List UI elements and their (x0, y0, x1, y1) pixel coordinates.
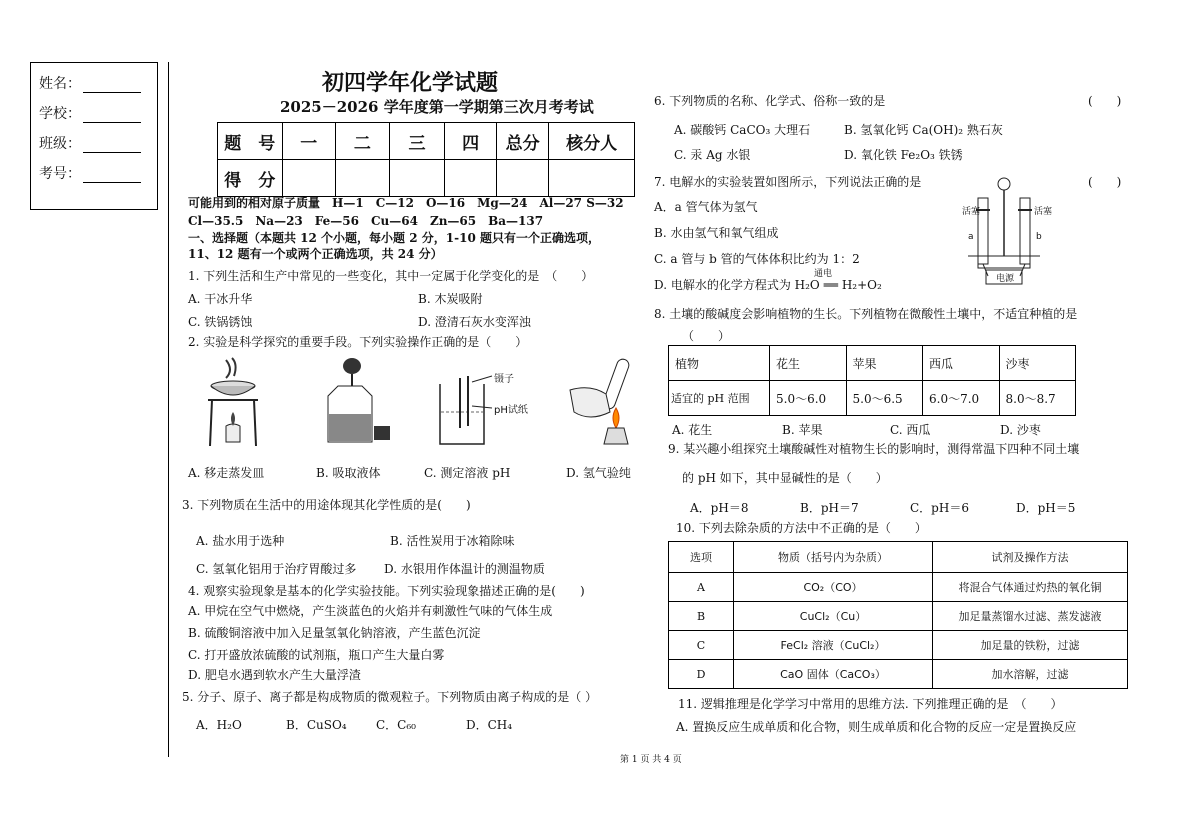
ph-cell: 5.0～6.0 (770, 381, 847, 416)
score-header-cell: 一 (282, 123, 336, 160)
binding-line (168, 62, 169, 757)
class-field[interactable] (39, 133, 141, 153)
impurity-table-row (669, 602, 1128, 631)
q6-answer-paren[interactable]: ( ) (1088, 94, 1122, 108)
q3-option-c[interactable]: C. 氢氧化铝用于治疗胃酸过多 (196, 562, 357, 576)
q1-option-a[interactable]: A. 干冰升华 (188, 292, 253, 306)
ph-cell: 6.0～7.0 (923, 381, 1000, 416)
class-blank[interactable] (83, 138, 141, 153)
impurity-table-header (669, 542, 1128, 573)
score-header-cell: 题 号 (218, 123, 283, 160)
score-row-label: 得 分 (218, 160, 283, 197)
score-cell[interactable] (336, 160, 390, 197)
q8-stem-line2[interactable]: （ ） (682, 329, 731, 343)
impurity-header-cell: 物质（括号内为杂质） (734, 542, 933, 573)
impurity-method-cell: 将混合气体通过灼热的氧化铜 (933, 573, 1128, 602)
score-cell[interactable] (445, 160, 497, 197)
impurity-method-cell: 加足量的铁粉，过滤 (933, 631, 1128, 660)
q6-stem: 6. 下列物质的名称、化学式、俗称一致的是 (654, 94, 886, 108)
q8-option-d[interactable]: D. 沙枣 (1000, 423, 1041, 437)
q4-option-a[interactable]: A. 甲烷在空气中燃烧，产生淡蓝色的火焰并有刺激性气味的气体生成 (188, 604, 553, 618)
score-cell[interactable] (282, 160, 336, 197)
q4-option-c[interactable]: C. 打开盛放浓硫酸的试剂瓶，瓶口产生大量白雾 (188, 648, 445, 662)
q5-option-b[interactable]: B．CuSO₄ (286, 718, 347, 732)
score-header-cell: 二 (336, 123, 390, 160)
exam-no-blank[interactable] (83, 168, 141, 183)
q4-stem: 4. 观察实验现象是基本的化学实验技能。下列实验现象描述正确的是( ) (188, 584, 585, 598)
impurity-method-cell: 加水溶解，过滤 (933, 660, 1128, 689)
q8-ph-table (668, 345, 1076, 416)
q7-option-d[interactable]: D. 电解水的化学方程式为 H₂O ══ H₂+O₂ (654, 278, 882, 292)
q9-stem-line1: 9. 某兴趣小组探究土壤酸碱性对植物生长的影响时，测得常温下四种不同土壤 (668, 442, 1080, 456)
impurity-substance-cell: CaO 固体（CaCO₃） (734, 660, 933, 689)
q3-option-a[interactable]: A. 盐水用于选种 (196, 534, 285, 548)
q3-stem: 3. 下列物质在生活中的用途体现其化学性质的是( ) (182, 498, 471, 512)
ph-table-row (669, 346, 1076, 381)
impurity-table-row (669, 573, 1128, 602)
name-label: 姓名： (39, 76, 81, 92)
q8-stem-line1: 8. 土壤的酸碱度会影响植物的生长。下列植物在微酸性土壤中，不适宜种植的是 (654, 307, 1078, 321)
score-header-cell: 四 (445, 123, 497, 160)
score-table-header-row (218, 123, 635, 160)
page-title: 初四学年化学试题 (322, 71, 499, 96)
impurity-method-cell: 加足量蒸馏水过滤、蒸发滤液 (933, 602, 1128, 631)
q7-option-c[interactable]: C. a 管与 b 管的气体体积比约为 1：2 (654, 252, 860, 266)
school-field[interactable] (39, 103, 141, 123)
q6-option-c[interactable]: C. 汞 Ag 水银 (674, 148, 751, 162)
impurity-header-cell: 试剂及操作方法 (933, 542, 1128, 573)
ph-cell: 西瓜 (923, 346, 1000, 381)
atomic-masses-line2: Cl—35.5 Na—23 Fe—56 Cu—64 Zn—65 Ba—137 (188, 214, 544, 228)
impurity-option-cell: D (669, 660, 734, 689)
q5-stem: 5. 分子、原子、离子都是构成物质的微观粒子。下列物质由离子构成的是（ ） (182, 690, 598, 704)
score-header-cell: 三 (389, 123, 445, 160)
q5-option-d[interactable]: D．CH₄ (466, 718, 513, 732)
ph-cell: 植物 (669, 346, 770, 381)
q11-option-a[interactable]: A. 置换反应生成单质和化合物，则生成单质和化合物的反应一定是置换反应 (676, 720, 1077, 734)
score-header-cell: 总分 (496, 123, 548, 160)
q1-option-c[interactable]: C. 铁锅锈蚀 (188, 315, 253, 329)
q7-option-b[interactable]: B. 水由氢气和氧气组成 (654, 226, 779, 240)
q1-option-d[interactable]: D. 澄清石灰水变浑浊 (418, 315, 531, 329)
ph-table-row (669, 381, 1076, 416)
q9-option-d[interactable]: D．pH＝5 (1016, 501, 1076, 515)
q6-option-a[interactable]: A. 碳酸钙 CaCO₃ 大理石 (674, 123, 811, 137)
figure-evaporating-dish (196, 356, 271, 448)
q2-stem: 2. 实验是科学探究的重要手段。下列实验操作正确的是（ ） (188, 335, 528, 349)
q6-option-b[interactable]: B. 氢氧化钙 Ca(OH)₂ 熟石灰 (844, 123, 1003, 137)
q3-option-b[interactable]: B. 活性炭用于冰箱除味 (390, 534, 515, 548)
q7-option-a[interactable]: A．a 管气体为氢气 (654, 200, 758, 214)
q6-option-d[interactable]: D. 氧化铁 Fe₂O₃ 铁锈 (844, 148, 963, 162)
q1-option-b[interactable]: B. 木炭吸附 (418, 292, 483, 306)
ph-cell: 5.0～6.5 (846, 381, 923, 416)
impurity-header-cell: 选项 (669, 542, 734, 573)
fig-label-a: a (968, 232, 974, 242)
q9-option-b[interactable]: B．pH＝7 (800, 501, 859, 515)
school-label: 学校： (39, 106, 81, 122)
q9-option-c[interactable]: C．pH＝6 (910, 501, 969, 515)
school-blank[interactable] (83, 108, 141, 123)
impurity-option-cell: B (669, 602, 734, 631)
fig-label-valve-left: 活塞 (962, 207, 981, 217)
score-table (217, 122, 635, 197)
q1-stem: 1. 下列生活和生产中常见的一些变化，其中一定属于化学变化的是 （ ） (188, 269, 594, 283)
impurity-option-cell: A (669, 573, 734, 602)
q8-option-c[interactable]: C. 西瓜 (890, 423, 931, 437)
ph-cell: 苹果 (846, 346, 923, 381)
impurity-substance-cell: CuCl₂（Cu） (734, 602, 933, 631)
score-table-score-row (218, 160, 635, 197)
fig-label-tweezers: 镊子 (494, 374, 514, 385)
exam-no-label: 考号： (39, 166, 81, 182)
impurity-table-row (669, 631, 1128, 660)
q11-stem: 11. 逻辑推理是化学学习中常用的思维方法. 下列推理正确的是 （ ） (678, 697, 1063, 711)
ph-cell: 花生 (770, 346, 847, 381)
section1-heading-line2: 11、12 题有一个或两个正确选项，共 24 分） (188, 247, 443, 261)
q9-option-a[interactable]: A．pH＝8 (690, 501, 749, 515)
q5-option-c[interactable]: C．C₆₀ (376, 718, 416, 732)
impurity-substance-cell: FeCl₂ 溶液（CuCl₂） (734, 631, 933, 660)
q5-option-a[interactable]: A．H₂O (196, 718, 242, 732)
student-info-box (30, 62, 158, 210)
ph-cell: 适宜的 pH 范围 (669, 381, 770, 416)
class-label: 班级： (39, 136, 81, 152)
q2-option-b[interactable]: B. 吸取液体 (316, 466, 381, 480)
q10-stem: 10. 下列去除杂质的方法中不正确的是（ ） (676, 521, 927, 535)
score-cell[interactable] (496, 160, 548, 197)
q2-option-d[interactable]: D. 氢气验纯 (566, 466, 631, 480)
ph-cell: 8.0～8.7 (999, 381, 1076, 416)
figure-dropper-bottle (322, 356, 392, 448)
q8-option-a[interactable]: A. 花生 (672, 423, 713, 437)
impurity-table-row (669, 660, 1128, 689)
section1-heading-line1: 一、选择题（本题共 12 个小题，每小题 2 分，1-10 题只有一个正确选项， (188, 231, 600, 245)
q4-option-d[interactable]: D. 肥皂水遇到软水产生大量浮渣 (188, 668, 361, 682)
name-field[interactable] (39, 73, 141, 93)
q7-reaction-condition: 通电 (814, 269, 833, 279)
atomic-masses-line1: 可能用到的相对原子质量 H—1 C—12 O—16 Mg—24 Al—27 S—32 (188, 196, 624, 210)
ph-cell: 沙枣 (999, 346, 1076, 381)
score-header-cell: 核分人 (549, 123, 635, 160)
fig-label-b: b (1036, 232, 1042, 242)
q2-option-a[interactable]: A. 移走蒸发皿 (188, 466, 265, 480)
figure-hydrogen-test (560, 356, 650, 448)
page-number: 第 1 页 共 4 页 (620, 755, 682, 765)
score-cell[interactable] (389, 160, 445, 197)
score-cell[interactable] (549, 160, 635, 197)
exam-no-field[interactable] (39, 163, 141, 183)
q9-stem-line2: 的 pH 如下，其中显碱性的是（ ） (682, 471, 888, 485)
name-blank[interactable] (83, 78, 141, 93)
fig-label-valve-right: 活塞 (1034, 207, 1053, 217)
impurity-substance-cell: CO₂（CO） (734, 573, 933, 602)
q4-option-b[interactable]: B. 硫酸铜溶液中加入足量氢氧化钠溶液，产生蓝色沉淀 (188, 626, 481, 640)
q8-option-b[interactable]: B. 苹果 (782, 423, 823, 437)
page-subtitle: 2025－2026 学年度第一学期第三次月考考试 (280, 98, 594, 116)
fig-label-ph-paper: pH试纸 (494, 405, 528, 416)
q7-stem: 7. 电解水的实验装置如图所示，下列说法正确的是 (654, 175, 922, 189)
q7-answer-paren[interactable]: ( ) (1088, 175, 1122, 189)
impurity-option-cell: C (669, 631, 734, 660)
q10-impurity-table (668, 541, 1128, 689)
fig-label-power: 电源 (996, 274, 1015, 284)
q2-option-c[interactable]: C. 测定溶液 pH (424, 466, 511, 480)
q3-option-d[interactable]: D. 水银用作体温计的测温物质 (384, 562, 545, 576)
